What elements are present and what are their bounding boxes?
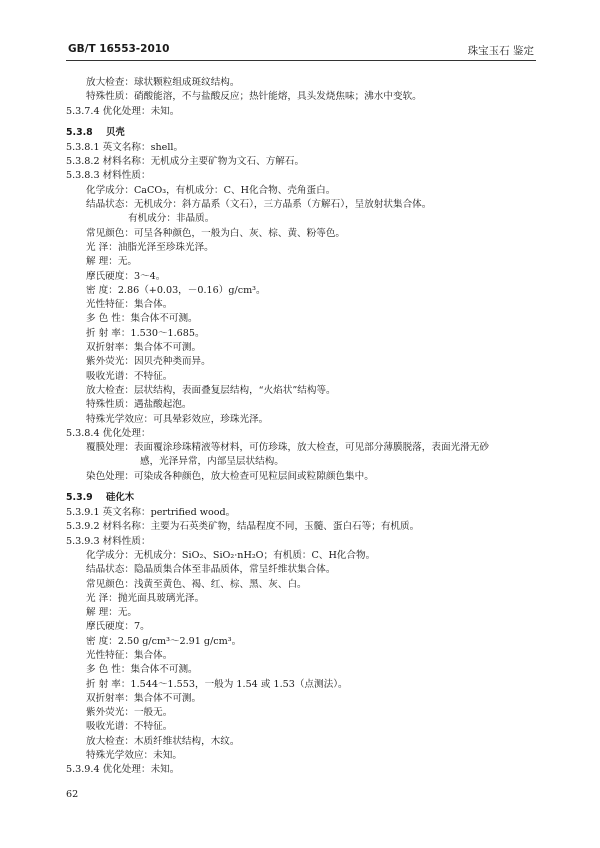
text-line: 放大检查：层状结构，表面叠复层结构，“火焰状”结构等。 (86, 384, 336, 396)
text-line: 5.3.9.1 英文名称：pertrified wood。 (66, 507, 236, 519)
text-line: 光 泽：抛光面具玻璃光泽。 (86, 592, 205, 604)
text-line: 特殊光学效应：未知。 (86, 750, 182, 762)
text-line: 多 色 性：集合体不可测。 (86, 664, 198, 676)
text-line: 结晶状态：无机成分：斜方晶系（文石），三方晶系（方解石），呈放射状集合体。 (86, 199, 432, 211)
text-line: 吸收光谱：不特征。 (86, 370, 173, 382)
text-line: 紫外荧光：因贝壳种类而异。 (86, 356, 211, 368)
section-heading-wood (66, 490, 536, 506)
text-line: 5.3.8.4 优化处理： (66, 427, 151, 439)
page-number: 62 (66, 789, 79, 800)
header-title: 珠宝玉石 鉴定 (467, 45, 534, 57)
text-line: 有机成分：非晶质。 (128, 213, 215, 225)
text-line: 结晶状态：隐晶质集合体至非晶质体，常呈纤维状集合体。 (86, 564, 336, 576)
text-line: 5.3.8.2 材料名称：无机成分主要矿物为文石、方解石。 (66, 156, 305, 168)
text-line: 放大检查：木质纤维状结构，木纹。 (86, 735, 240, 747)
text-line: 光性特征：集合体。 (86, 299, 173, 311)
text-line: 光 泽：油脂光泽至珍珠光泽。 (86, 241, 214, 253)
section-heading-shell (66, 125, 536, 141)
text-line: 5.3.8.3 材料性质： (66, 170, 151, 182)
wood-lines (66, 506, 536, 778)
section-number: 5.3.8 (66, 126, 93, 138)
text-line: 光性特征：集合体。 (86, 649, 173, 661)
text-line: 染色处理：可染成各种颜色，放大检查可见粒层间或粒隙颜色集中。 (86, 470, 374, 482)
text-line: 覆膜处理：表面覆涂珍珠精液等材料，可仿珍珠，放大检查，可见部分薄膜脱落，表面光滑无砂 (86, 442, 489, 454)
text-line: 特殊性质：遇盐酸起泡。 (86, 399, 192, 411)
text-line: 5.3.7.4 优化处理：未知。 (66, 105, 180, 117)
section-number: 5.3.9 (66, 492, 93, 504)
shell-lines (66, 141, 536, 484)
text-line: 常见颜色：可呈各种颜色，一般为白、灰、棕、黄、粉等色。 (86, 227, 346, 239)
text-line: 5.3.9.3 材料性质： (66, 535, 151, 547)
text-line: 摩氏硬度：7。 (86, 621, 150, 633)
text-line: 紫外荧光：一般无。 (86, 707, 173, 719)
text-line: 双折射率：集合体不可测。 (86, 342, 202, 354)
section-title: 硅化木 (106, 492, 135, 504)
text-line: 摩氏硬度：3～4。 (86, 270, 166, 282)
text-line: 吸收光谱：不特征。 (86, 721, 173, 733)
top-lines (66, 76, 536, 119)
text-line: 特殊光学效应：可具晕彩效应，珍珠光泽。 (86, 413, 269, 425)
text-line: 密 度：2.50 g/cm³～2.91 g/cm³。 (86, 635, 242, 647)
text-line: 常见颜色：浅黄至黄色、褐、红、棕、黑、灰、白。 (86, 578, 307, 590)
text-line: 多 色 性：集合体不可测。 (86, 313, 198, 325)
text-line: 折 射 率：1.530～1.685。 (86, 327, 205, 339)
text-line: 5.3.9.4 优化处理：未知。 (66, 764, 180, 776)
text-line: 解 理：无。 (86, 256, 138, 268)
standard-code: GB/T 16553-2010 (68, 43, 170, 55)
text-line: 折 射 率：1.544～1.553，一般为 1.54 或 1.53（点测法）。 (86, 678, 348, 690)
document-body (66, 76, 536, 778)
text-line: 5.3.9.2 材料名称：主要为石英类矿物，结晶程度不同，玉髓、蛋白石等；有机质。 (66, 521, 420, 533)
section-title: 贝壳 (106, 126, 125, 138)
text-line: 特殊性质：硝酸能溶，不与盐酸反应；热针能熔，具头发烧焦味；沸水中变软。 (86, 91, 422, 103)
header-rule (66, 60, 536, 61)
text-line: 解 理：无。 (86, 607, 138, 619)
text-line: 感，光泽异常，内部呈层状结构。 (140, 456, 284, 468)
text-line: 化学成分：无机成分：SiO₂、SiO₂·nH₂O；有机质：C、H化合物。 (86, 549, 376, 561)
text-line: 放大检查：球状颗粒组成斑纹结构。 (86, 77, 240, 88)
text-line: 密 度：2.86（+0.03，－0.16）g/cm³。 (86, 284, 266, 296)
text-line: 双折射率：集合体不可测。 (86, 692, 202, 704)
text-line: 化学成分：CaCO₃，有机成分：C、H化合物、壳角蛋白。 (86, 184, 336, 196)
text-line: 5.3.8.1 英文名称：shell。 (66, 141, 184, 153)
